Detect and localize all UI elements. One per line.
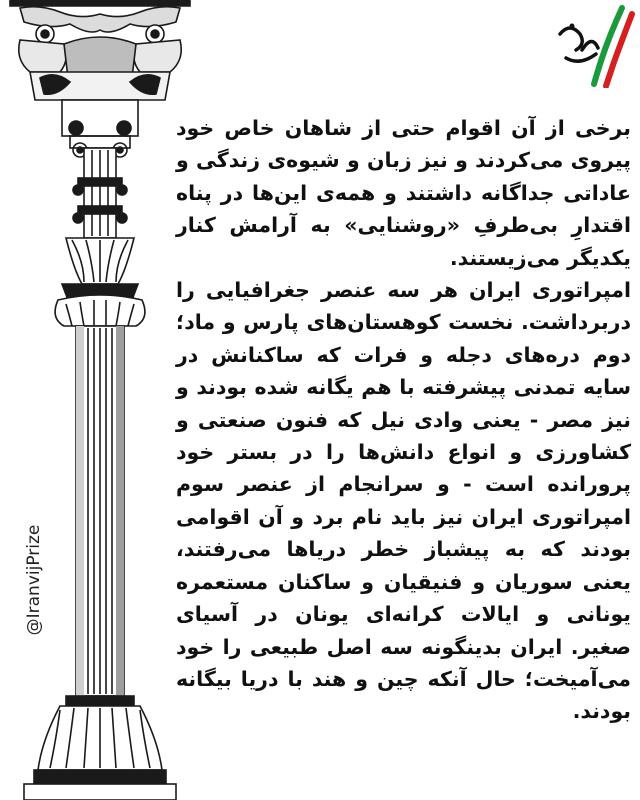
iranvij-logo (552, 4, 636, 88)
paragraph-1: برخی از آن اقوام حتی از شاهان خاص خود پیروی می‌کردند و نیز زبان و شیوه‌ی زندگی و عاداتی جداگانه داشتند و همه‌ی این‌ها در پناه اقتدارِ بی‌طرفِ «روشنایی» به آرامش کنار یکدیگر می‌زیستند. (176, 116, 631, 270)
persepolis-column-illustration (0, 0, 200, 800)
watermark-handle (14, 480, 54, 680)
paragraph-2: امپراتوری ایران هر سه عنصر جغرافیایی را دربرداشت. نخست کوهستان‌های پارس و ماد؛ دوم دره‌های دجله و فرات که ساکنانش در سایه تمدنی پیشرفته با هم یگانه شده بودند و نیز مصر - یعنی وادی نیل که فنون صنعتی و کشاورزی و انواع دانش‌ها را در بستر خود پرورانده است - و سرانجام از عنصر سوم امپراتوری ایران نیز باید نام برد و آن اقوامی بودند که به پیشباز خطر دریاها می‌رفتند، یعنی سوریان و فنیقیان و ساکنان مستعمره یونانی و ایالات کرانه‌ای یونان در آسیای صغیر. ایران بدینگونه سه اصل طبیعی را خود می‌آمیخت؛ حال آنکه چین و هند با دریا بیگانه بودند. (176, 278, 631, 724)
article-text (176, 112, 631, 728)
watermark-handle-text: @IranvijPrize (24, 524, 44, 636)
